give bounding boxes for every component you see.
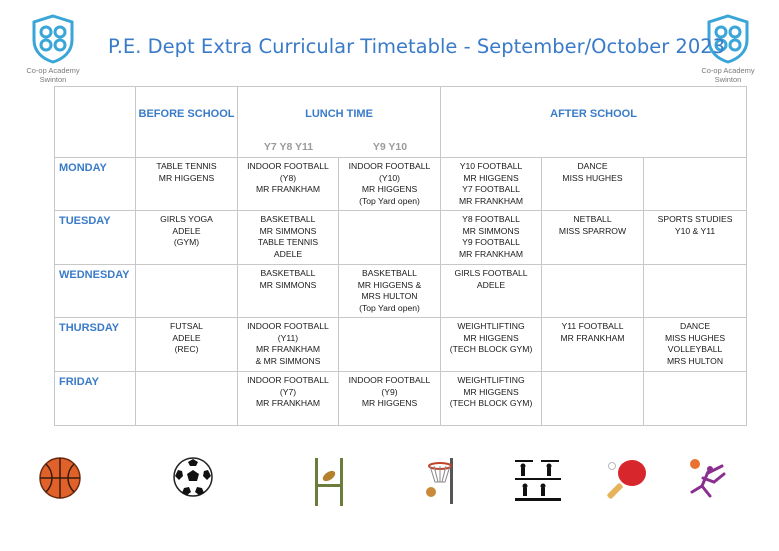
activity-line: INDOOR FOOTBALL (348, 375, 431, 385)
activity-line: Y10 & Y11 (674, 225, 716, 236)
activity-line: NETBALL (573, 214, 612, 224)
activity-cell-lunch-y9-y10 (339, 372, 441, 426)
activity-line: WEIGHTLIFTING (457, 375, 525, 385)
activity-line: (Y11) (277, 332, 299, 343)
activity-line: INDOOR FOOTBALL (247, 161, 329, 171)
activity-line: MR FRANKHAM (256, 398, 320, 409)
page-title: P.E. Dept Extra Curricular Timetable - September/October 2023 (108, 35, 726, 58)
activity-line: MR FRANKHAM (256, 184, 320, 195)
day-row-tuesday (55, 211, 747, 265)
activity-cell-lunch-y9-y10 (339, 318, 441, 372)
timetable-body (55, 158, 747, 426)
activity-line: MISS HUGHES (562, 172, 623, 183)
activity-line: (Top Yard open) (359, 302, 420, 313)
activity-line: ADELE (172, 225, 201, 236)
caption-line-2: Swinton (714, 75, 742, 84)
activity-line: MR HIGGENS (361, 184, 418, 195)
activity-line: ADELE (273, 248, 303, 259)
activity-cell-before-school (136, 372, 238, 426)
activity-line: MISS SPARROW (558, 225, 627, 236)
activity-line: & MR SIMMONS (255, 355, 321, 366)
activity-line: (REC) (174, 344, 199, 355)
activity-cell-after-school-2 (542, 158, 644, 211)
activity-line: GIRLS YOGA (160, 214, 213, 224)
activity-cell-lunch-y7-y8-y11 (238, 318, 339, 372)
activity-line: MR HIGGENS (463, 172, 519, 183)
activity-line: MR FRANKHAM (459, 248, 523, 259)
activity-line: (TECH BLOCK GYM) (449, 344, 533, 355)
day-row-wednesday (55, 265, 747, 318)
activity-cell-before-school (136, 265, 238, 318)
lunch-subheaders (238, 141, 440, 155)
day-label: MONDAY (55, 158, 136, 211)
activity-line: Y8 FOOTBALL (462, 214, 520, 224)
activity-line: MR HIGGENS & (357, 279, 422, 290)
activity-cell-lunch-y9-y10 (339, 265, 441, 318)
lunch-subheader-y9-y10: Y9 Y10 (372, 141, 408, 153)
activity-line: (Y7) (279, 386, 297, 397)
school-caption (20, 66, 86, 84)
day-row-monday (55, 158, 747, 211)
header-after-school: AFTER SCHOOL (441, 87, 747, 158)
activity-cell-after-school-2 (542, 265, 644, 318)
activity-cell-after-school-3 (644, 265, 747, 318)
activity-cell-after-school-2 (542, 211, 644, 265)
activity-cell-lunch-y7-y8-y11 (238, 265, 339, 318)
activity-line: MR HIGGENS (463, 386, 519, 397)
activity-line: ADELE (172, 332, 201, 343)
activity-line: MR FRANKHAM (256, 344, 320, 355)
activity-line: INDOOR FOOTBALL (348, 161, 431, 171)
caption-line-1: Co-op Academy (701, 66, 755, 75)
day-label: THURSDAY (55, 318, 136, 372)
activity-line: MISS HUGHES (664, 332, 726, 343)
header-lunch-cell (238, 87, 441, 158)
school-caption (695, 66, 761, 84)
corner-cell (55, 87, 136, 158)
activity-line: MR HIGGENS (361, 398, 418, 409)
weightlifting-gym-icon (513, 456, 563, 504)
coop-logo-left (20, 14, 86, 84)
activity-line: BASKETBALL (260, 268, 316, 278)
activity-line: MR FRANKHAM (459, 195, 523, 206)
activity-line: MR SIMMONS (462, 225, 520, 236)
netball-hoop-icon (422, 456, 462, 506)
activity-line: MRS HULTON (667, 355, 724, 366)
activity-cell-after-school-3 (644, 372, 747, 426)
activity-line: BASKETBALL (362, 268, 417, 278)
activity-line: (Y8) (279, 172, 297, 183)
activity-line: TABLE TENNIS (156, 161, 217, 171)
timetable (54, 86, 747, 426)
header-row (55, 87, 747, 158)
coop-shield-icon (31, 14, 75, 64)
activity-line: INDOOR FOOTBALL (247, 321, 329, 331)
activity-cell-lunch-y7-y8-y11 (238, 158, 339, 211)
day-row-thursday (55, 318, 747, 372)
activity-line: (Top Yard open) (359, 195, 420, 206)
activity-line: Y10 FOOTBALL (459, 161, 523, 171)
activity-line: FUTSAL (170, 321, 203, 331)
activity-line: ADELE (476, 279, 506, 290)
activity-cell-after-school-1 (441, 265, 542, 318)
activity-line: MR SIMMONS (259, 279, 317, 290)
activity-cell-after-school-1 (441, 158, 542, 211)
activity-line: MR FRANKHAM (560, 332, 625, 343)
activity-cell-before-school (136, 211, 238, 265)
activity-cell-after-school-1 (441, 211, 542, 265)
caption-line-1: Co-op Academy (26, 66, 80, 75)
activity-cell-lunch-y9-y10 (339, 211, 441, 265)
activity-cell-after-school-3 (644, 158, 747, 211)
activity-line: GIRLS FOOTBALL (454, 268, 528, 278)
table-tennis-icon (600, 456, 650, 504)
activity-line: MR HIGGENS (158, 172, 215, 183)
activity-line: WEIGHTLIFTING (457, 321, 525, 331)
activity-cell-after-school-1 (441, 318, 542, 372)
activity-line: SPORTS STUDIES (657, 214, 733, 224)
activity-line: Y7 FOOTBALL (462, 184, 520, 195)
rugby-posts-icon (309, 456, 349, 508)
volleyball-player-icon (688, 456, 732, 498)
activity-cell-after-school-1 (441, 372, 542, 426)
activity-line: MRS HULTON (361, 291, 418, 302)
activity-line: TABLE TENNIS (257, 237, 319, 248)
header-lunch-time: LUNCH TIME (305, 108, 373, 120)
football-icon (172, 456, 214, 498)
activity-line: DANCE (577, 161, 608, 171)
activity-line: Y9 FOOTBALL (462, 237, 520, 248)
activity-line: Y11 FOOTBALL (561, 321, 624, 331)
activity-line: MR SIMMONS (259, 225, 317, 236)
sport-icons-row (0, 450, 779, 510)
activity-cell-lunch-y7-y8-y11 (238, 372, 339, 426)
activity-line: VOLLEYBALL (667, 344, 723, 355)
caption-line-2: Swinton (39, 75, 67, 84)
activity-cell-after-school-2 (542, 372, 644, 426)
day-row-friday (55, 372, 747, 426)
activity-line: DANCE (679, 321, 711, 331)
lunch-subheader-y7-y8-y11: Y7 Y8 Y11 (263, 141, 314, 153)
activity-cell-after-school-3 (644, 211, 747, 265)
activity-line: (TECH BLOCK GYM) (449, 398, 533, 409)
activity-line: (Y10) (379, 172, 401, 183)
basketball-icon (38, 456, 82, 500)
activity-line: (GYM) (173, 237, 200, 248)
activity-cell-lunch-y7-y8-y11 (238, 211, 339, 265)
day-label: WEDNESDAY (55, 265, 136, 318)
day-label: TUESDAY (55, 211, 136, 265)
activity-cell-before-school (136, 318, 238, 372)
activity-cell-before-school (136, 158, 238, 211)
activity-cell-lunch-y9-y10 (339, 158, 441, 211)
activity-cell-after-school-3 (644, 318, 747, 372)
activity-cell-after-school-2 (542, 318, 644, 372)
activity-line: BASKETBALL (260, 214, 316, 224)
day-label: FRIDAY (55, 372, 136, 426)
header-before-school: BEFORE SCHOOL (136, 87, 238, 158)
activity-line: INDOOR FOOTBALL (247, 375, 329, 385)
activity-line: MR HIGGENS (463, 332, 519, 343)
activity-line: (Y9) (381, 386, 398, 397)
